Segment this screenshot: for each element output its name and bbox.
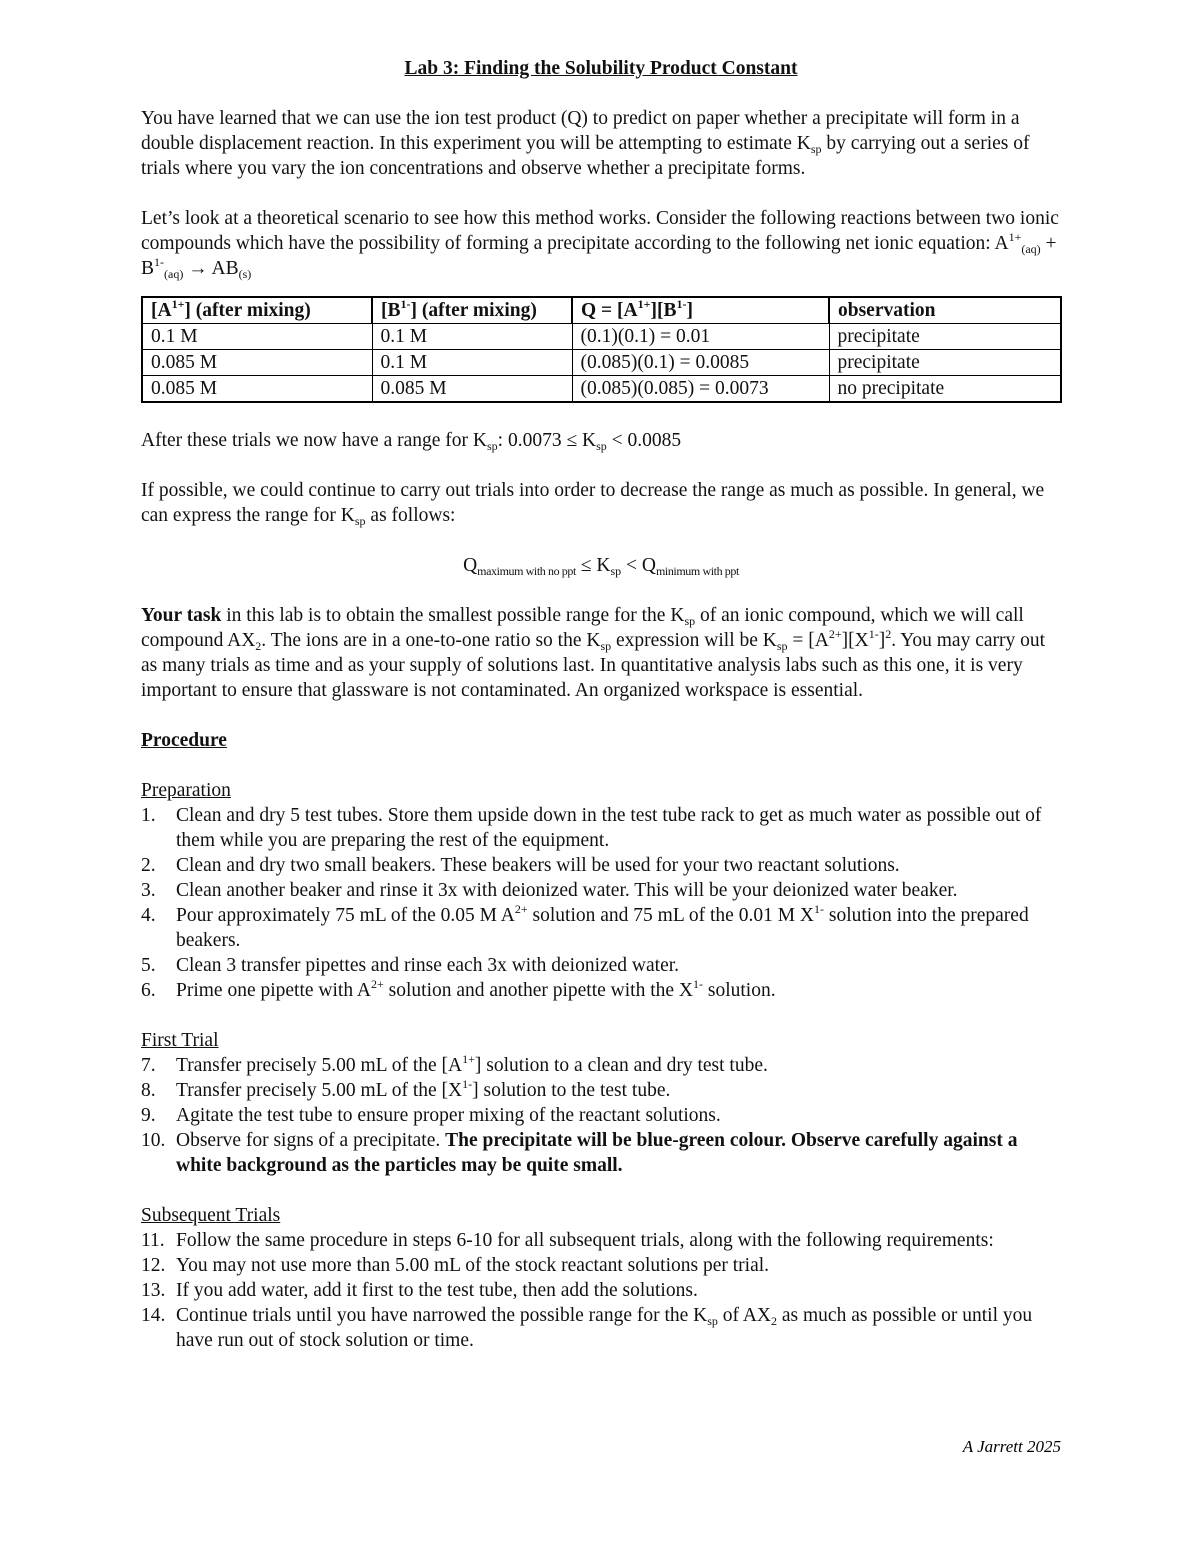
list-item: 13. If you add water, add it first to the test tube, then add the solutions. [141,1280,698,1301]
subsequent-trials-heading: Subsequent Trials [141,1205,281,1226]
eq-plus-b: + B [141,233,1057,279]
list-item: 4. Pour approximately 75 mL of the 0.05 M $A^{2+}$ solution and 75 mL of the 0.01 M $X^{1-}$ solution into the prepared beakers. [141,902,1029,951]
eq-ab-state: (s) [238,267,252,281]
table-cell: 0.085 M [372,376,572,403]
document-page [141,56,1061,1353]
table-cell: (0.085)(0.1) = 0.0085 [572,350,829,376]
table-cell: no precipitate [829,376,1061,403]
eq-b-charge: 1- [154,255,165,269]
header-b-concentration: $[B^{1-}]$ (after mixing) [372,297,572,324]
eq-a-state: (aq) [1021,242,1041,256]
list-item: 2. Clean and dry two small beakers. These beakers will be used for your two reactant solutions. [141,855,900,876]
page-title: Lab 3: Finding the Solubility Product Constant [404,58,798,79]
range-line: After these trials we now have a range for $K_{sp}$: $0.0073 \le K_{sp} < 0.0085$ [141,430,682,453]
procedure-heading: Procedure [141,730,227,751]
first-trial-heading: First Trial [141,1030,219,1051]
list-item: 5. Clean 3 transfer pipettes and rinse each 3x with deionized water. [141,955,680,976]
table-cell: 0.1 M [372,324,572,350]
task-label: Your task [141,605,222,626]
precipitate-warning: The precipitate will be blue-green colour. Observe carefully against a white background as the particles may be quite small. [176,1130,1018,1176]
table-cell: (0.1)(0.1) = 0.01 [572,324,829,350]
list-item: 3. Clean another beaker and rinse it 3x with deionized water. This will be your deionized water beaker. [141,880,958,901]
scenario-paragraph [141,206,1061,281]
scenario-text: Let’s look at a theoretical scenario to see how this method works. Consider the following reactions between two ionic compounds which have the possibility of forming a precipitate according to the following net ionic equation: A [141,208,1059,254]
continue-paragraph: If possible, we could continue to carry out trials into order to decrease the range as much as possible. In general, we can express the range for $K_{sp}$ as follows: [141,480,1045,528]
list-item: 8. Transfer precisely 5.00 mL of the $[X^{1-}]$ solution to the test tube. [141,1077,671,1101]
ksp-subscript: sp [810,142,822,156]
list-item: 14. Continue trials until you have narrowed the possible range for the $K_{sp}$ of $AX_2$ as much as possible or until you have run out of stock solution or time. [141,1305,1033,1351]
header-a-concentration: $[A^{1+}]$ (after mixing) [142,297,372,324]
preparation-heading: Preparation [141,780,231,801]
preparation-steps [141,803,1061,1003]
list-item: 7. Transfer precisely 5.00 mL of the $[A^{1+}]$ solution to a clean and dry test tube. [141,1052,768,1076]
table-cell: 0.1 M [142,324,372,350]
table-row [142,376,1061,403]
table-cell: 0.085 M [142,376,372,403]
table-cell: 0.085 M [142,350,372,376]
header-q: $Q = [A^{1+}][B^{1-}]$ [572,297,829,324]
list-item: 6. Prime one pipette with $A^{2+}$ solution and another pipette with the $X^{1-}$ solution. [141,977,776,1001]
list-item: 11. Follow the same procedure in steps 6-10 for all subsequent trials, along with the following requirements: [141,1230,994,1251]
table-row [142,324,1061,350]
subsequent-trial-steps [141,1228,1061,1353]
footer-author: A Jarrett 2025 [962,1437,1061,1456]
trials-table [141,296,1062,403]
table-row [142,350,1061,376]
table-cell: 0.1 M [372,350,572,376]
list-item: 9. Agitate the test tube to ensure proper mixing of the reactant solutions. [141,1105,721,1126]
table-cell: precipitate [829,350,1061,376]
eq-a-charge: 1+ [1008,230,1022,244]
list-item: 12. You may not use more than 5.00 mL of the stock reactant solutions per trial. [141,1255,770,1276]
intro-paragraph [141,106,1061,181]
table-cell: precipitate [829,324,1061,350]
range-formula: $Q_{maximum with no ppt} \le K_{sp} < Q_{minimum with ppt}$ [463,555,739,578]
list-item: 1. Clean and dry 5 test tubes. Store them upside down in the test tube rack to get as much water as possible out of them while you are preparing the rest of the equipment. [141,805,1042,851]
table-header-row [142,297,1061,324]
header-observation: observation [829,297,1061,324]
intro-text-2: by carrying out a series of trials where you vary the ion concentrations and observe whether a precipitate forms. [141,133,1030,179]
first-trial-steps [141,1053,1061,1178]
eq-b-state: (aq) [164,267,184,281]
list-item: 10. Observe for signs of a precipitate. The precipitate will be blue-green colour. Observe carefully against a white background as the particles may be quite small. [141,1130,1018,1176]
table-cell: (0.085)(0.085) = 0.0073 [572,376,829,403]
intro-text-1: You have learned that we can use the ion test product (Q) to predict on paper whether a precipitate will form in a double displacement reaction. In this experiment you will be attempting to estimate K [141,108,1020,154]
task-paragraph: Your task in this lab is to obtain the smallest possible range for the $K_{sp}$ of an ionic compound, which we will call compound $AX_2$. The ions are in a one-to-one ratio so the $K_{sp}$ expression will be $K_{sp} = [A^{2+}][X^{1-}]^2$. You may carry out as many trials as time and as your supply of solutions last. In quantitative analysis labs such as this one, it is very important to ensure that glassware is not contaminated. An organized workspace is essential. [141,605,1046,701]
eq-arrow-ab: → AB [183,258,239,279]
